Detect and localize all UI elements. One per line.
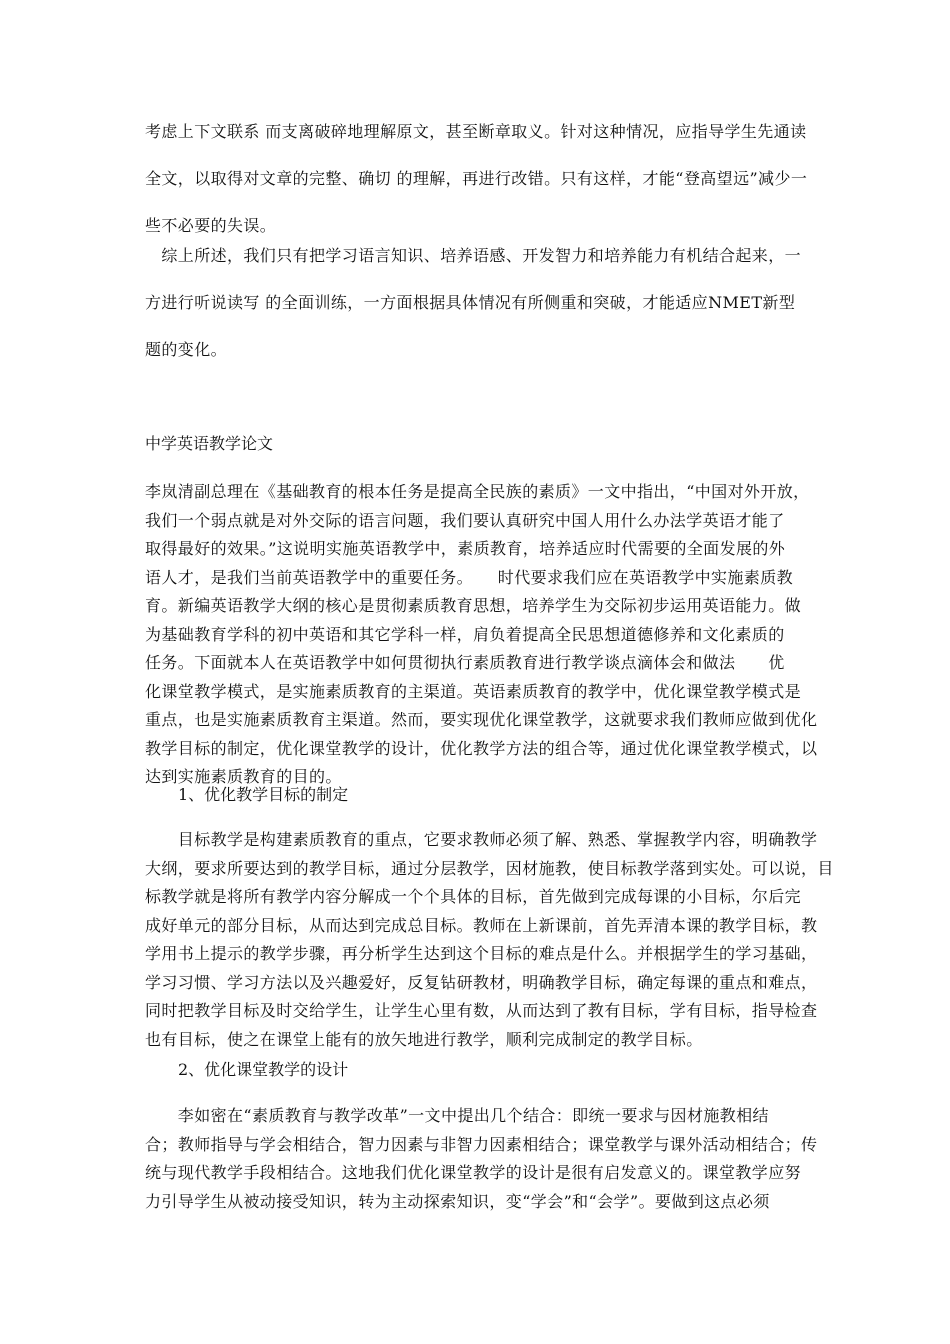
section-heading-2: 2、优化课堂教学的设计 <box>178 1060 349 1079</box>
text-line: 全文，以取得对文章的完整、确切 的理解，再进行改错。只有这样，才能“登高望远”减少一 <box>145 169 808 188</box>
text-line: 成好单元的部分目标，从而达到完成总目标。教师在上新课前，首先弄清本课的教学目标，教 <box>145 915 818 935</box>
text-line: 达到实施素质教育的目的。 <box>145 767 342 786</box>
text-line: 标教学就是将所有教学内容分解成一个个具体的目标，首先做到完成每课的小目标，尔后完 <box>145 887 802 906</box>
article-paragraph-1 <box>145 478 818 792</box>
text-line: 语人才，是我们当前英语教学中的重要任务。 时代要求我们应在英语教学中实施素质教 <box>145 567 794 587</box>
article-paragraph-2 <box>145 826 834 1054</box>
text-line: 也有目标，使之在课堂上能有的放矢地进行教学，顺利完成制定的教学目标。 <box>145 1029 703 1049</box>
text-line: 同时把教学目标及时交给学生，让学生心里有数，从而达到了教有目标，学有目标，指导检查 <box>145 1001 818 1020</box>
text-line: 考虑上下文联系 而支离破碎地理解原文，甚至断章取义。针对这种情况，应指导学生先通读 <box>145 122 807 141</box>
text-line: 我们一个弱点就是对外交际的语言问题，我们要认真研究中国人用什么办法学英语才能了 <box>145 510 785 530</box>
text-line: 李如密在“素质教育与教学改革”一文中提出几个结合：即统一要求与因材施教相结 <box>145 1106 769 1125</box>
section-heading-1: 1、优化教学目标的制定 <box>178 785 349 804</box>
text-line: 化课堂教学模式，是实施素质教育的主渠道。英语素质教育的教学中，优化课堂教学模式是 <box>145 681 802 701</box>
text-line: 综上所述，我们只有把学习语言知识、培养语感、开发智力和培养能力有机结合起来，一 <box>145 246 802 265</box>
article-title: 中学英语教学论文 <box>145 434 274 453</box>
article-paragraph-3 <box>145 1102 818 1216</box>
text-line: 方进行听说读写 的全面训练，一方面根据具体情况有所侧重和突破，才能适应NMET新型 <box>145 293 796 312</box>
text-line: 李岚清副总理在《基础教育的根本任务是提高全民族的素质》一文中指出，“中国对外开放， <box>145 482 810 501</box>
text-line: 目标教学是构建素质教育的重点，它要求教师必须了解、熟悉、掌握教学内容，明确教学 <box>145 830 818 849</box>
text-line: 为基础教育学科的初中英语和其它学科一样，肩负着提高全民思想道德修养和文化素质的 <box>145 624 785 644</box>
text-line: 重点，也是实施素质教育主渠道。然而，要实现优化课堂教学，这就要求我们教师应做到优化 <box>145 710 818 729</box>
text-line: 任务。下面就本人在英语教学中如何贯彻执行素质教育进行教学谈点滴体会和做法 优 <box>145 653 785 672</box>
text-line: 学习习惯、学习方法以及兴趣爱好，反复钻研教材，明确教学目标，确定每课的重点和难点， <box>145 972 818 992</box>
text-line: 学用书上提示的教学步骤，再分析学生达到这个目标的难点是什么。并根据学生的学习基础， <box>145 944 818 963</box>
text-line: 合；教师指导与学会相结合，智力因素与非智力因素相结合；课堂教学与课外活动相结合；传 <box>145 1134 818 1154</box>
text-line: 取得最好的效果。”这说明实施英语教学中，素质教育，培养适应时代需要的全面发展的外 <box>145 539 786 558</box>
text-line: 教学目标的制定，优化课堂教学的设计，优化教学方法的组合等，通过优化课堂教学模式，以 <box>145 738 818 758</box>
text-line: 育。新编英语教学大纲的核心是贯彻素质教育思想，培养学生为交际初步运用英语能力。做 <box>145 596 802 615</box>
text-line: 大纲，要求所要达到的教学目标，通过分层教学，因材施教，使目标教学落到实处。可以说，目 <box>145 858 834 878</box>
intro-paragraph-2 <box>145 232 815 373</box>
text-line: 统与现代教学手段相结合。这地我们优化课堂教学的设计是很有启发意义的。课堂教学应努 <box>145 1163 802 1182</box>
text-line: 题的变化。 <box>145 340 228 359</box>
text-line: 力引导学生从被动接受知识，转为主动探索知识，变“学会”和“会学”。要做到这点必须 <box>145 1191 770 1211</box>
intro-paragraph-1 <box>145 108 815 249</box>
text-line: 些不必要的失误。 <box>145 216 277 235</box>
